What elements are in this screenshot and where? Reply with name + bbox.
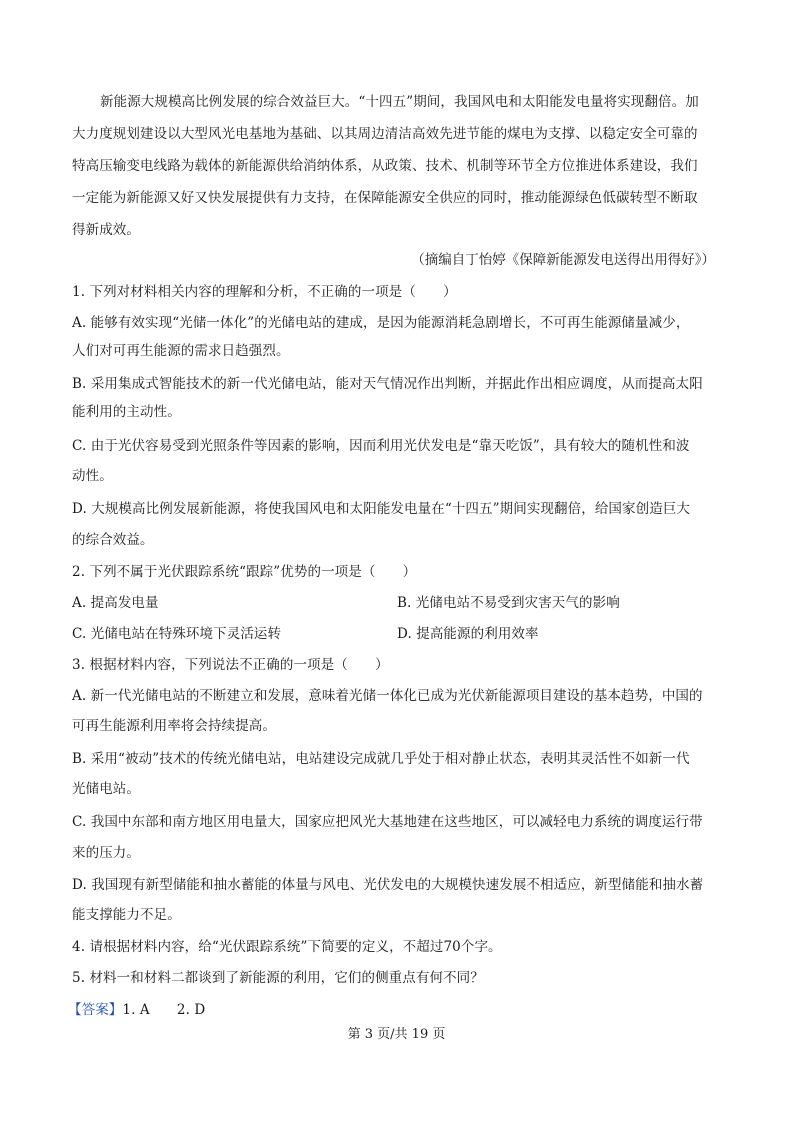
question-1-option-c-cont: 动性。 [72,468,113,484]
question-2-option-c: C. 光储电站在特殊环境下灵活运转 [72,626,282,642]
question-2-stem: 2. 下列不属于光伏跟踪系统“跟踪”优势的一项是（ ） [72,564,417,580]
question-1-option-a-cont: 人们对可再生能源的需求日趋强烈。 [72,343,290,359]
question-1-option-b: B. 采用集成式智能技术的新一代光储电站，能对天气情况作出判断，并据此作出相应调度，从而提高太阳 [72,376,703,392]
question-3-option-b: B. 采用“被动”技术的传统光储电站，电站建设完成就几乎处于相对静止状态，表明其灵活性不如新一代 [72,751,690,767]
passage-source: （摘编自丁怡婷《保障新能源发电送得出用得好》） [411,252,715,268]
question-3-stem: 3. 根据材料内容，下列说法不正确的一项是（ ） [72,657,389,673]
question-1-option-a: A. 能够有效实现“光储一体化”的光储电站的建成，是因为能源消耗急剧增长，不可再生能源储量减少， [72,315,690,331]
question-5-stem: 5. 材料一和材料二都谈到了新能源的利用，它们的侧重点有何不同？ [72,970,484,986]
passage-line: 新能源大规模高比例发展的综合效益巨大。“十四五”期间，我国风电和太阳能发电量将实现翻倍。加 [100,94,699,110]
answer-content: 1. A 2. D [122,1002,206,1018]
question-1-option-c: C. 由于光伏容易受到光照条件等因素的影响，因而利用光伏发电是“靠天吃饭”，具有较大的随机性和波 [72,438,690,454]
answer-line [68,1000,205,1020]
question-2-option-b: B. 光储电站不易受到灾害天气的影响 [397,595,620,611]
passage-line: 一定能为新能源又好又快发展提供有力支持，在保障能源安全供应的同时，推动能源绿色低碳转型不断取 [72,190,698,206]
question-4-stem: 4. 请根据材料内容，给“光伏跟踪系统”下简要的定义，不超过70个字。 [72,939,502,955]
question-2-option-d: D. 提高能源的利用效率 [397,626,539,642]
question-3-option-c: C. 我国中东部和南方地区用电量大，国家应把风光大基地建在这些地区，可以减轻电力系统的调度运行带 [72,814,703,830]
question-3-option-d-cont: 能支撑能力不足。 [72,907,181,923]
question-3-option-a: A. 新一代光储电站的不断建立和发展，意味着光储一体化已成为光伏新能源项目建设的基本趋势，中国的 [72,688,703,704]
question-1-option-d-cont: 的综合效益。 [72,532,154,548]
question-1-option-d: D. 大规模高比例发展新能源，将使我国风电和太阳能发电量在“十四五”期间实现翻倍，给国家创造巨大 [72,501,691,517]
question-1-option-b-cont: 能利用的主动性。 [72,404,181,420]
question-1-stem: 1. 下列对材料相关内容的理解和分析，不正确的一项是（ ） [72,284,457,300]
question-3-option-d: D. 我国现有新型储能和抽水蓄能的体量与风电、光伏发电的大规模快速发展不相适应，新型储能和抽水蓄 [72,877,704,893]
page-number: 第 3 页/共 19 页 [347,1027,446,1042]
answer-tag: 【答案】 [68,1002,123,1018]
question-2-option-a: A. 提高发电量 [72,595,159,611]
passage-line: 大力度规划建设以大型风光电基地为基础、以其周边清洁高效先进节能的煤电为支撑、以稳定安全可靠的 [72,126,698,142]
passage-line: 得新成效。 [72,222,140,238]
question-3-option-b-cont: 光储电站。 [72,781,140,797]
question-3-option-c-cont: 来的压力。 [72,845,140,861]
question-3-option-a-cont: 可再生能源利用率将会持续提高。 [72,718,276,734]
passage-line: 特高压输变电线路为载体的新能源供给消纳体系，从政策、技术、机制等环节全方位推进体系建设，我们 [72,158,698,174]
